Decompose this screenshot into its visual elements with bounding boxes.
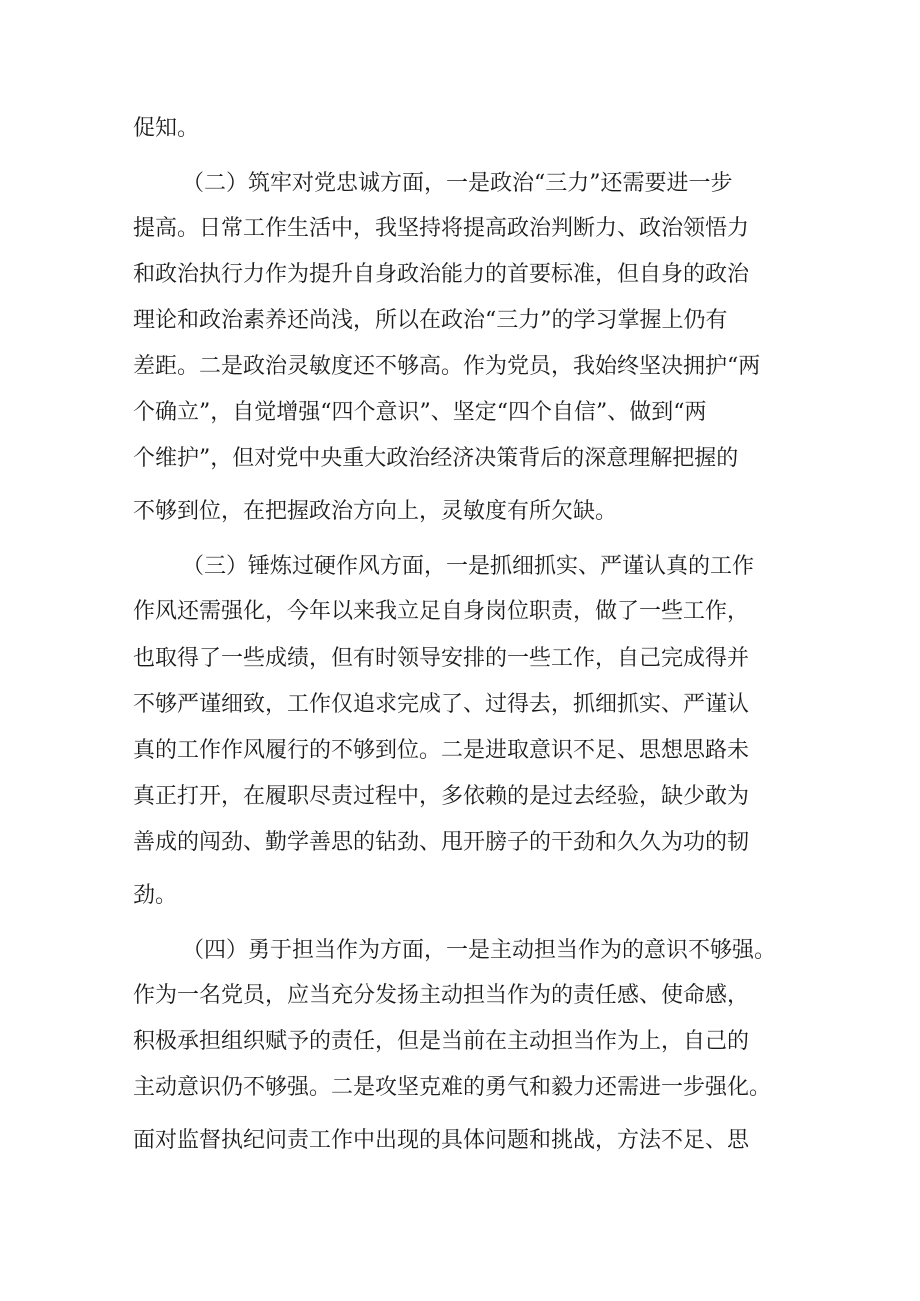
- text-line: 不够严谨细致，工作仅追求完成了、过得去，抓细抓实、严谨认: [133, 692, 750, 717]
- text-line: 作为一名党员，应当充分发扬主动担当作为的责任感、使命感，: [133, 983, 750, 1008]
- section-heading-line: （四）勇于担当作为方面，一是主动担当作为的意识不够强。: [182, 938, 777, 963]
- text-line: 劲。: [133, 883, 178, 908]
- text-line: 真正打开，在履职尽责过程中，多依赖的是过去经验，缺少敢为: [133, 784, 750, 809]
- text-line: 个确立”，自觉增强“四个意识”、坚定“四个自信”、做到“两: [133, 400, 707, 425]
- text-line: 真的工作作风履行的不够到位。二是进取意识不足、思想思路未: [133, 738, 750, 763]
- section-heading-line: （二）筑牢对党忠诚方面，一是政治“三力”还需要进一步: [182, 171, 733, 196]
- text-line: 面对监督执纪问责工作中出现的具体问题和挑战，方法不足、思: [133, 1128, 750, 1153]
- text-line: 也取得了一些成绩，但有时领导安排的一些工作，自己完成得并: [133, 646, 750, 671]
- text-line: 不够到位，在把握政治方向上，灵敏度有所欠缺。: [133, 499, 618, 524]
- text-line: 理论和政治素养还尚浅，所以在政治“三力”的学习掌握上仍有: [133, 308, 728, 333]
- text-line: 善成的闯劲、勤学善思的钻劲、甩开膀子的干劲和久久为功的韧: [133, 830, 750, 855]
- section-heading-line: （三）锤炼过硬作风方面，一是抓细抓实、严谨认真的工作: [182, 554, 755, 579]
- text-line: 促知。: [133, 116, 200, 141]
- text-line: 和政治执行力作为提升自身政治能力的首要标准，但自身的政治: [133, 262, 750, 287]
- text-line: 积极承担组织赋予的责任，但是当前在主动担当作为上，自己的: [133, 1029, 750, 1054]
- text-line: 个维护”，但对党中央重大政治经济决策背后的深意理解把握的: [133, 446, 739, 471]
- text-line: 差距。二是政治灵敏度还不够高。作为党员，我始终坚决拥护“两: [133, 354, 761, 379]
- text-line: 主动意识仍不够强。二是攻坚克难的勇气和毅力还需进一步强化。: [133, 1075, 772, 1100]
- text-line: 作风还需强化，今年以来我立足自身岗位职责，做了一些工作，: [133, 599, 750, 624]
- text-line: 提高。日常工作生活中，我坚持将提高政治判断力、政治领悟力: [133, 216, 750, 241]
